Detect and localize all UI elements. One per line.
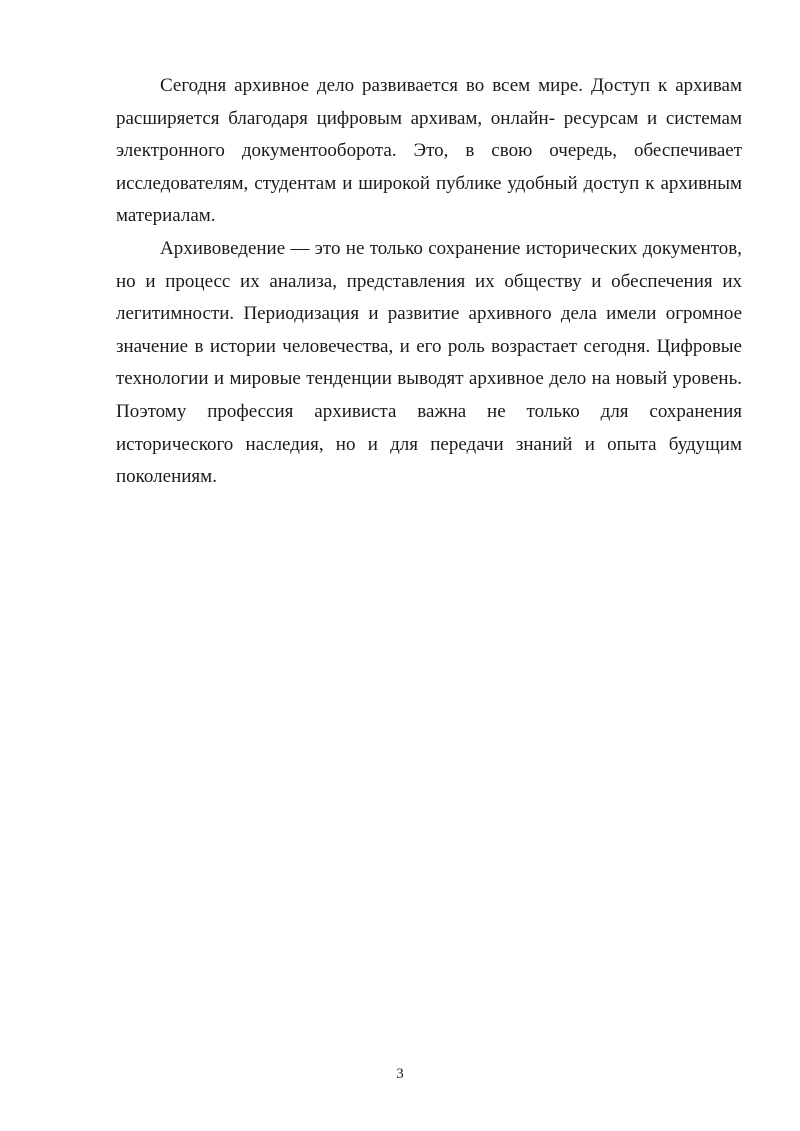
page-number: 3 [396, 1066, 404, 1082]
paragraph-digital-archives: Сегодня архивное дело развивается во всем мире. Доступ к архивам расширяется благодаря цифровым архивам, онлайн- ресурсам и системам электронного документооборота. Это, в свою очередь, обеспечивает исследователям, студентам и широкой публике удобный доступ к архивным материалам. [116, 75, 742, 227]
paragraph-archival-science: Архивоведение — это не только сохранение исторических документов, но и процесс их анализа, представления их обществу и обеспечения их легитимности. Периодизация и развитие архивного дела имели огромное значение в истории человечества, и его роль возрастает сегодня. Цифровые технологии и мировые тенденции выводят архивное дело на новый уровень. Поэтому профессия архивиста важна не только для сохранения исторического наследия, но и для передачи знаний и опыта будущим поколениям. [116, 237, 742, 488]
page-body [116, 70, 742, 494]
